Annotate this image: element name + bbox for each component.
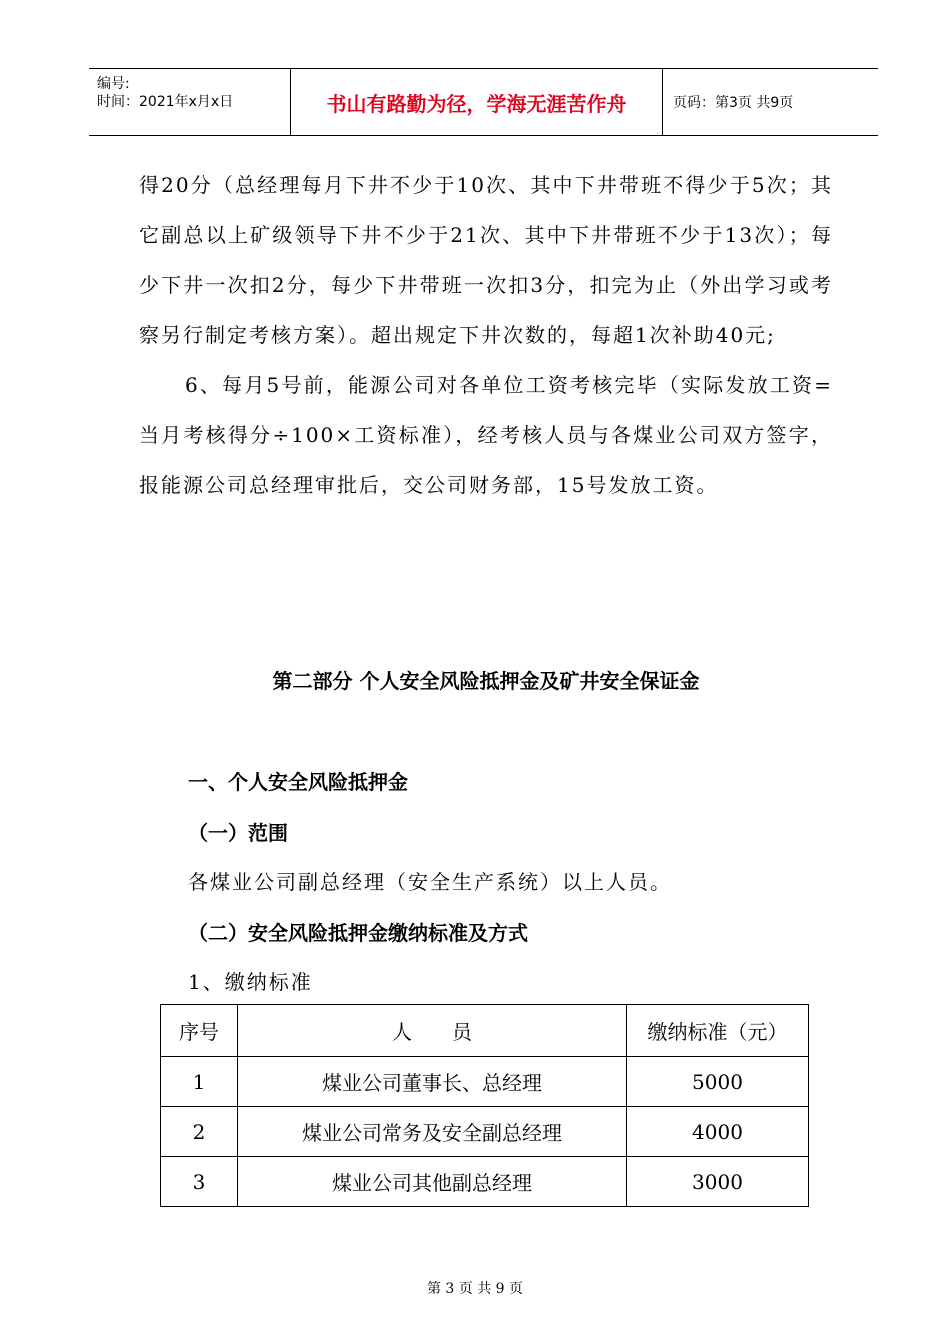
header-person: 人 员 [238, 1005, 627, 1057]
sub-heading-standard: 1、缴纳标准 [188, 970, 313, 994]
row-person: 煤业公司董事长、总经理 [238, 1057, 627, 1107]
row-amount: 4000 [627, 1107, 809, 1157]
row-no: 3 [161, 1157, 238, 1207]
deposit-standard-table [160, 1004, 809, 1207]
header-no: 序号 [161, 1005, 238, 1057]
table-row [161, 1157, 809, 1207]
time-label: 时间：2021年x月x日 [97, 94, 234, 110]
number-label: 编号: [97, 76, 130, 92]
paragraph-1: 得20分（总经理每月下井不少于10次、其中下井带班不得少于5次；其它副总以上矿级领导下井不少于21次、其中下井带班不少于13次）；每少下井一次扣2分，每少下井带班一次扣3分，扣完为止（外出学习或考察另行制定考核方案）。超出规定下井次数的，每超1次补助40元; [139, 173, 833, 347]
table-row [161, 1057, 809, 1107]
body-text [139, 160, 833, 510]
scope-text: 各煤业公司副总经理（安全生产系统）以上人员。 [188, 870, 672, 894]
section-title: 第二部分 个人安全风险抵押金及矿井安全保证金 [272, 669, 700, 693]
row-person: 煤业公司常务及安全副总经理 [238, 1107, 627, 1157]
heading-standard-method: （二）安全风险抵押金缴纳标准及方式 [188, 921, 528, 945]
table-header-row [161, 1005, 809, 1057]
row-person: 煤业公司其他副总经理 [238, 1157, 627, 1207]
table-row [161, 1107, 809, 1157]
row-amount: 3000 [627, 1157, 809, 1207]
row-amount: 5000 [627, 1057, 809, 1107]
row-no: 2 [161, 1107, 238, 1157]
row-no: 1 [161, 1057, 238, 1107]
header-amount: 缴纳标准（元） [627, 1005, 809, 1057]
header-meta [89, 69, 291, 135]
page-footer: 第 3 页 共 9 页 [426, 1281, 524, 1297]
header-page-info [663, 69, 878, 135]
heading-scope: （一）范围 [188, 821, 288, 845]
heading-personal-deposit: 一、个人安全风险抵押金 [188, 770, 408, 794]
page-info-text: 页码：第3页 共9页 [673, 95, 794, 111]
paragraph-2: 6、每月5号前，能源公司对各单位工资考核完毕（实际发放工资=当月考核得分÷100×工资标准），经考核人员与各煤业公司双方签字，报能源公司总经理审批后，交公司财务部，15号发放工资。 [139, 373, 833, 497]
page-header [89, 68, 878, 136]
header-motto: 书山有路勤为径，学海无涯苦作舟 [291, 69, 663, 135]
